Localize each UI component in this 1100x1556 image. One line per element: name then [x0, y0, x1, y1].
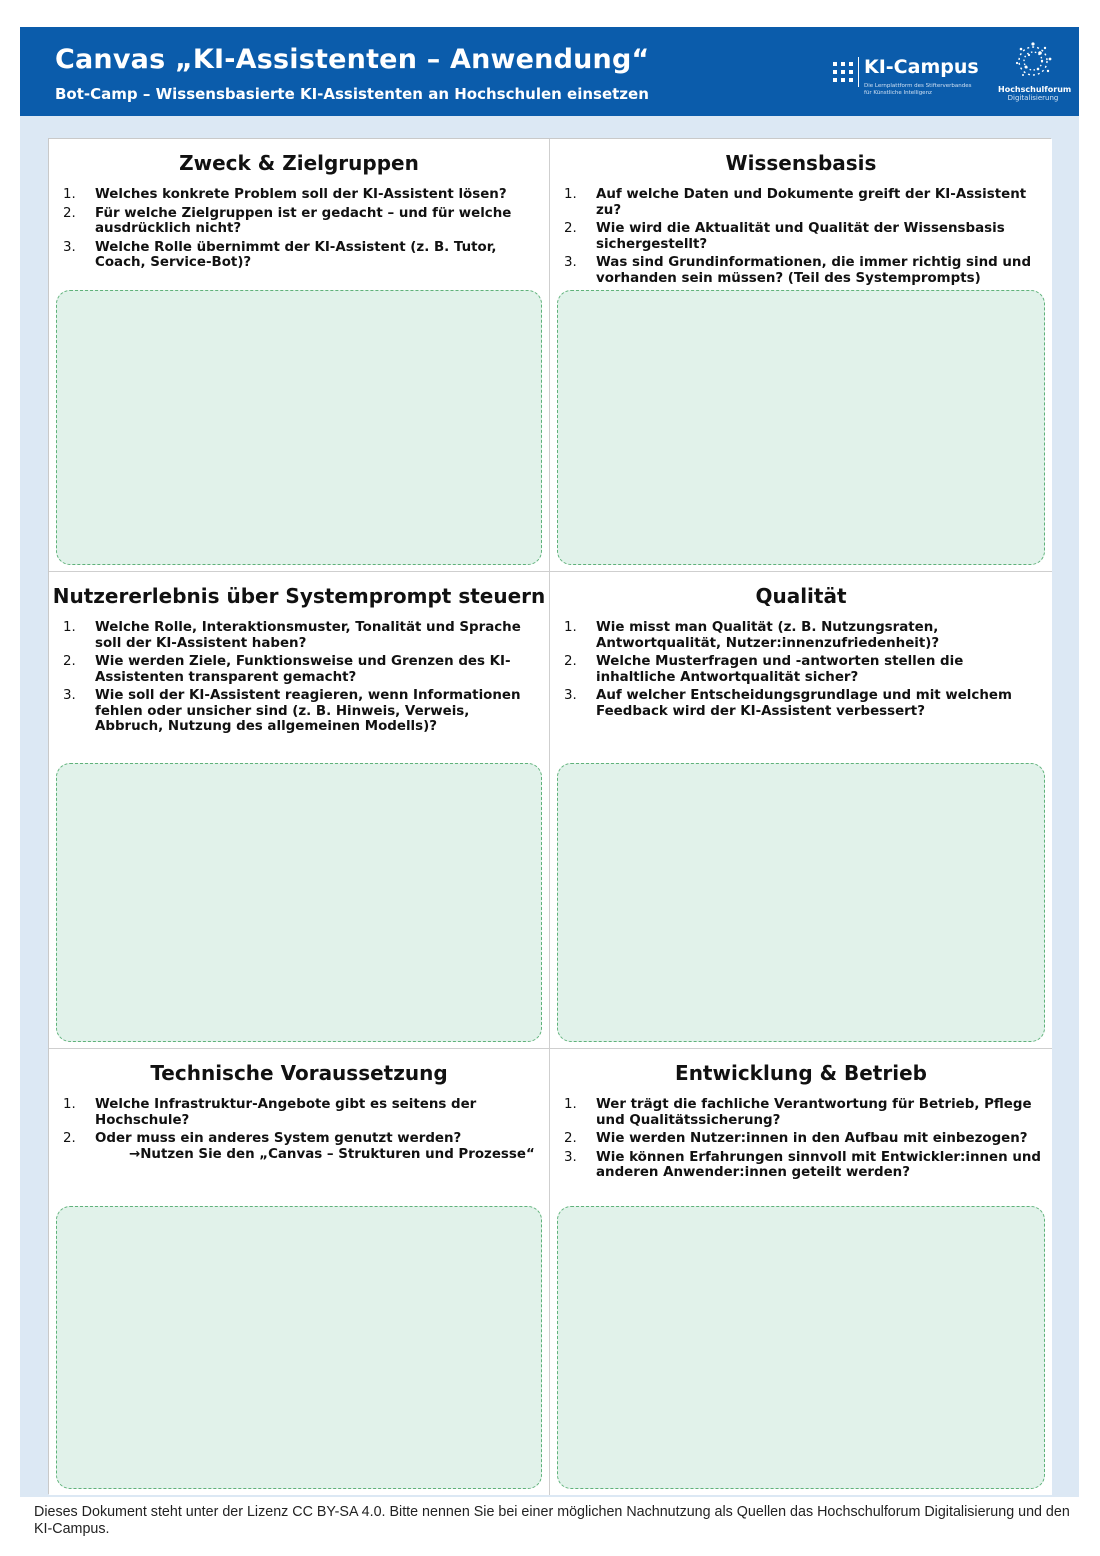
question-item — [63, 1097, 539, 1128]
section-title: Wissensbasis — [725, 151, 877, 175]
question-text: Auf welcher Entscheidungsgrundlage und mit welchem Feedback wird der KI-Assistent verbessert? — [596, 688, 1012, 719]
page-subtitle: Bot-Camp – Wissensbasierte KI-Assistenten an Hochschulen einsetzen — [55, 85, 649, 103]
page-title: Canvas „KI-Assistenten – Anwendung“ — [55, 44, 650, 75]
question-text: Welches konkrete Problem soll der KI-Assistent lösen? — [95, 187, 507, 202]
answer-area[interactable] — [56, 1206, 542, 1489]
hochschulforum-sub: Digitalisierung — [1007, 94, 1059, 102]
question-number: 3. — [63, 239, 76, 255]
question-item — [564, 688, 1042, 719]
question-number: 3. — [564, 688, 577, 703]
question-number: 1. — [564, 187, 577, 202]
question-text: Was sind Grundinformationen, die immer richtig sind und vorhanden sein müssen? (Teil des Systemprompts) — [596, 255, 1032, 286]
hochschulforum-logo — [998, 39, 1072, 113]
question-item — [564, 1150, 1042, 1181]
question-item — [564, 187, 1042, 218]
section-zweck-zielgruppen — [49, 139, 550, 572]
section-nutzererlebnis — [49, 572, 550, 1049]
question-item — [63, 654, 539, 685]
question-item — [564, 1097, 1042, 1128]
answer-area[interactable] — [56, 763, 542, 1042]
question-number: 1. — [63, 187, 76, 202]
answer-area[interactable] — [557, 763, 1045, 1042]
question-item — [564, 654, 1042, 685]
question-list — [564, 1097, 1042, 1184]
question-number: 2. — [564, 221, 577, 236]
question-number: 2. — [63, 654, 76, 669]
section-title: Qualität — [755, 584, 847, 608]
ki-campus-tagline-2: für Künstliche Intelligenz — [864, 90, 932, 96]
question-number: 2. — [564, 1131, 577, 1146]
question-number: 3. — [564, 255, 577, 270]
section-title: Technische Voraussetzung — [150, 1061, 448, 1085]
question-list — [63, 187, 539, 274]
question-number: 1. — [63, 1097, 76, 1112]
canvas-grid — [48, 138, 1051, 1494]
answer-area[interactable] — [557, 1206, 1045, 1489]
question-number: 2. — [63, 1131, 76, 1146]
ki-campus-tagline — [864, 83, 971, 97]
question-text: Wie werden Nutzer:innen in den Aufbau mit einbezogen? — [596, 1131, 1028, 1146]
license-footer: Dieses Dokument steht unter der Lizenz CC BY-SA 4.0. Bitte nennen Sie bei einer möglichen Nachnutzung als Quellen das Hochschulforum Digitalisierung und den KI-Campus. — [34, 1504, 1070, 1537]
question-item — [63, 1131, 539, 1162]
ki-campus-dots-icon — [832, 61, 854, 83]
question-text: Wie können Erfahrungen sinnvoll mit Entwickler:innen und anderen Anwender:innen geteilt werden? — [596, 1149, 1041, 1180]
question-number: 2. — [63, 205, 76, 221]
question-text: Wie wird die Aktualität und Qualität der Wissensbasis sichergestellt? — [596, 221, 1005, 252]
answer-area[interactable] — [557, 290, 1045, 565]
section-wissensbasis — [550, 139, 1052, 572]
header-banner — [20, 27, 1079, 116]
ki-campus-logo — [832, 55, 982, 101]
question-number: 2. — [564, 654, 577, 669]
cross-reference-note: →Nutzen Sie den „Canvas – Strukturen und Prozesse“ — [129, 1146, 535, 1162]
question-item — [564, 620, 1042, 651]
question-list — [564, 187, 1042, 289]
logo-divider — [858, 57, 859, 87]
section-qualitaet — [550, 572, 1052, 1049]
question-text: Für welche Zielgruppen ist er gedacht – und für welche ausdrücklich nicht? — [95, 205, 512, 236]
question-list — [63, 1097, 539, 1165]
hochschulforum-name: Hochschulforum — [998, 85, 1072, 94]
question-item — [564, 1131, 1042, 1147]
question-text: Welche Rolle übernimmt der KI-Assistent (z. B. Tutor, Coach, Service-Bot)? — [95, 239, 497, 270]
section-entwicklung-betrieb — [550, 1049, 1052, 1495]
question-item — [63, 688, 539, 735]
question-number: 1. — [564, 620, 577, 635]
question-text: Welche Musterfragen und -antworten stellen die inhaltliche Antwortqualität sicher? — [596, 654, 964, 685]
question-item — [63, 187, 539, 203]
question-text: Welche Infrastruktur-Angebote gibt es seitens der Hochschule? — [95, 1097, 477, 1128]
ki-campus-tagline-1: Die Lernplattform des Stifterverbandes — [864, 83, 972, 89]
section-technische-voraussetzung — [49, 1049, 550, 1495]
question-text: Wie soll der KI-Assistent reagieren, wenn Informationen fehlen oder unsicher sind (z. B. Hinweis, Verweis, Abbruch, Nutzung des allgemeinen Modells)? — [95, 688, 521, 734]
section-title: Zweck & Zielgruppen — [179, 151, 419, 175]
ki-campus-name: KI-Campus — [864, 56, 979, 78]
question-item — [63, 206, 539, 237]
question-item — [63, 620, 539, 651]
question-text: Wer trägt die fachliche Verantwortung für Betrieb, Pflege und Qualitätssicherung? — [596, 1097, 1032, 1128]
question-number: 1. — [564, 1097, 577, 1112]
question-number: 1. — [63, 620, 76, 635]
question-text: Auf welche Daten und Dokumente greift der KI-Assistent zu? — [596, 187, 1027, 218]
question-item — [564, 255, 1042, 286]
question-item — [564, 221, 1042, 252]
question-number: 3. — [63, 688, 76, 703]
hochschulforum-emblem-icon — [1011, 39, 1055, 83]
section-title: Nutzererlebnis über Systemprompt steuern — [52, 584, 546, 608]
question-text: Wie misst man Qualität (z. B. Nutzungsraten, Antwortqualität, Nutzer:innenzufriedenheit)? — [596, 620, 940, 651]
question-item — [63, 240, 539, 271]
answer-area[interactable] — [56, 290, 542, 565]
section-title: Entwicklung & Betrieb — [675, 1061, 927, 1085]
question-list — [564, 620, 1042, 722]
question-list — [63, 620, 539, 738]
question-text: Wie werden Ziele, Funktionsweise und Grenzen des KI-Assistenten transparent gemacht? — [95, 654, 511, 685]
question-text: Welche Rolle, Interaktionsmuster, Tonalität und Sprache soll der KI-Assistent haben? — [95, 620, 521, 651]
question-text: Oder muss ein anderes System genutzt werden? — [95, 1131, 462, 1146]
question-number: 3. — [564, 1149, 577, 1165]
